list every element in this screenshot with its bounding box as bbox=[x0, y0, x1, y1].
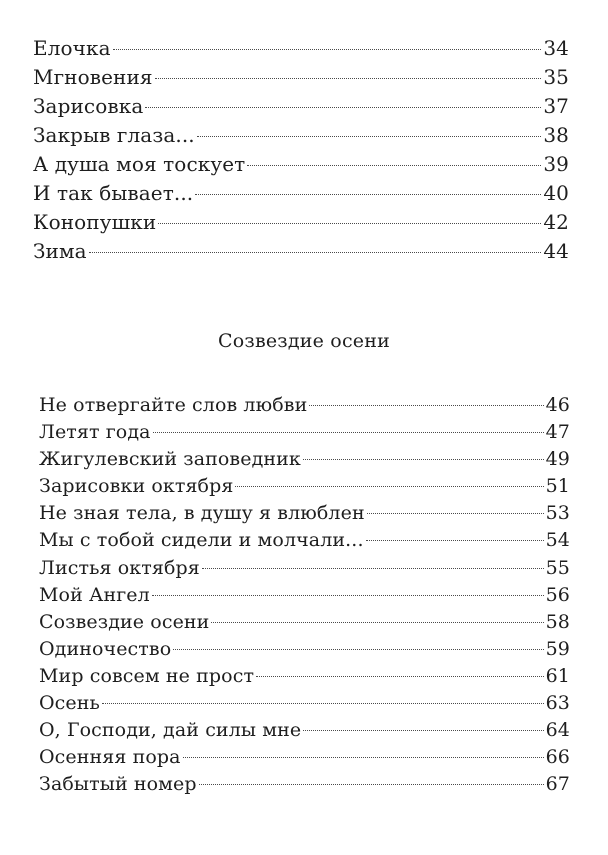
toc-entry bbox=[39, 663, 570, 690]
toc-entry-title: Забытый номер bbox=[39, 773, 197, 796]
dot-leader bbox=[158, 223, 541, 224]
toc-entry-page: 35 bbox=[543, 65, 569, 89]
toc-entry-page: 46 bbox=[545, 394, 570, 416]
toc-entry bbox=[39, 392, 570, 419]
toc-entry-title: Зарисовки октября bbox=[39, 475, 234, 498]
toc-entry-page: 51 bbox=[545, 475, 570, 498]
dot-leader bbox=[152, 595, 544, 596]
toc-entry bbox=[39, 555, 570, 582]
dot-leader bbox=[199, 784, 544, 785]
toc-entry-title: Конопушки bbox=[33, 210, 157, 234]
toc-entry-title: Жигулевский заповедник bbox=[39, 448, 301, 471]
toc-entry-page: 44 bbox=[543, 239, 569, 263]
dot-leader bbox=[195, 194, 541, 195]
toc-entry-page: 67 bbox=[545, 773, 570, 796]
toc-entry-title: А душа моя тоскует bbox=[33, 152, 246, 176]
dot-leader bbox=[211, 622, 543, 623]
toc-entry-title: Закрыв глаза... bbox=[33, 123, 195, 147]
toc-entry-page: 37 bbox=[543, 94, 569, 118]
toc-entry-title: Зарисовка bbox=[33, 94, 144, 118]
toc-entry-title: Не отвергайте слов любви bbox=[39, 394, 308, 416]
toc-entry bbox=[39, 446, 570, 473]
toc-entry bbox=[39, 473, 570, 500]
dot-leader bbox=[155, 78, 542, 79]
toc-entry bbox=[39, 717, 570, 744]
dot-leader bbox=[197, 136, 542, 137]
dot-leader bbox=[247, 165, 541, 166]
toc-entry bbox=[39, 419, 570, 446]
dot-leader bbox=[256, 676, 544, 677]
toc-entry-page: 47 bbox=[545, 421, 570, 444]
toc-entry-title: Осень bbox=[39, 692, 100, 715]
toc-entry-page: 63 bbox=[545, 692, 570, 715]
toc-entry-page: 64 bbox=[545, 719, 570, 742]
toc-entry-title: Листья октября bbox=[39, 556, 200, 579]
dot-leader bbox=[303, 730, 543, 731]
toc-entry-page: 61 bbox=[545, 664, 570, 687]
toc-entry-title: Зима bbox=[33, 239, 87, 263]
toc-entry bbox=[39, 744, 570, 771]
dot-leader bbox=[367, 513, 544, 514]
dot-leader bbox=[235, 486, 543, 487]
dot-leader bbox=[145, 107, 541, 108]
toc-entry-page: 38 bbox=[543, 123, 569, 147]
toc-entry-page: 49 bbox=[545, 448, 570, 471]
toc-entry-page: 42 bbox=[543, 210, 569, 234]
toc-entry-page: 34 bbox=[543, 36, 569, 60]
toc-entry-page: 39 bbox=[543, 152, 569, 176]
toc-entry-title: Не зная тела, в душу я влюблен bbox=[39, 502, 365, 525]
toc-entry-page: 59 bbox=[545, 637, 570, 660]
toc-entry bbox=[33, 63, 569, 92]
toc-entry bbox=[33, 92, 569, 121]
toc-entry-title: О, Господи, дай силы мне bbox=[39, 719, 302, 742]
toc-entry-title: И так бывает... bbox=[33, 181, 194, 205]
toc-entry-title: Мы с тобой сидели и молчали... bbox=[39, 529, 364, 552]
dot-leader bbox=[366, 540, 544, 541]
toc-entry-page: 66 bbox=[545, 746, 570, 769]
toc-entry bbox=[33, 34, 569, 63]
toc-entry-page: 56 bbox=[545, 583, 570, 606]
toc-list-part2 bbox=[39, 392, 570, 798]
section-heading: Созвездие осени bbox=[218, 330, 390, 352]
toc-list-part1 bbox=[33, 34, 569, 266]
toc-entry-page: 55 bbox=[545, 556, 570, 579]
toc-entry bbox=[39, 500, 570, 527]
dot-leader bbox=[153, 432, 544, 433]
toc-entry bbox=[33, 121, 569, 150]
toc-entry-page: 54 bbox=[545, 529, 570, 552]
toc-entry bbox=[33, 179, 569, 208]
toc-entry-title: Мгновения bbox=[33, 65, 153, 89]
toc-entry-title: Одиночество bbox=[39, 637, 172, 660]
toc-entry bbox=[33, 208, 569, 237]
toc-entry bbox=[39, 771, 570, 798]
dot-leader bbox=[303, 459, 544, 460]
toc-entry bbox=[39, 636, 570, 663]
toc-entry bbox=[39, 582, 570, 609]
dot-leader bbox=[102, 703, 544, 704]
toc-entry bbox=[39, 527, 570, 554]
toc-entry-title: Мой Ангел bbox=[39, 583, 150, 606]
toc-entry-title: Летят года bbox=[39, 421, 151, 444]
dot-leader bbox=[202, 568, 544, 569]
dot-leader bbox=[173, 649, 543, 650]
dot-leader bbox=[113, 49, 542, 50]
toc-entry-page: 40 bbox=[543, 181, 569, 205]
toc-entry-title: Елочка bbox=[33, 36, 111, 60]
toc-entry bbox=[33, 150, 569, 179]
dot-leader bbox=[309, 405, 543, 406]
toc-entry-title: Осенняя пора bbox=[39, 746, 181, 769]
dot-leader bbox=[183, 757, 544, 758]
toc-entry-page: 53 bbox=[545, 502, 570, 525]
toc-entry bbox=[39, 690, 570, 717]
toc-entry bbox=[33, 237, 569, 266]
toc-entry bbox=[39, 609, 570, 636]
dot-leader bbox=[89, 252, 542, 253]
toc-entry-page: 58 bbox=[545, 610, 570, 633]
toc-entry-title: Созвездие осени bbox=[39, 610, 210, 633]
toc-entry-title: Мир совсем не прост bbox=[39, 664, 255, 687]
